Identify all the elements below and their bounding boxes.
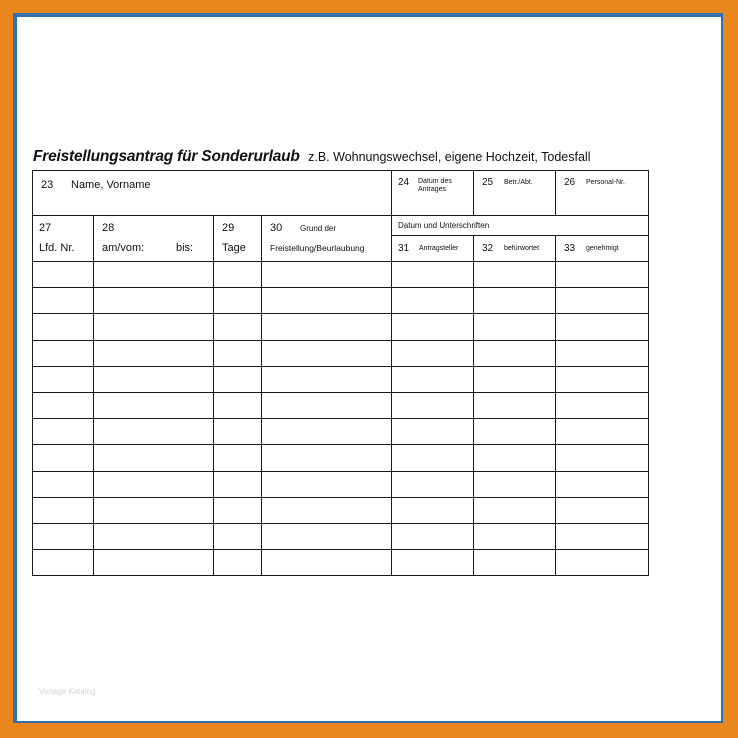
table-row — [33, 262, 649, 288]
form-cell[interactable] — [33, 445, 94, 472]
form-cell[interactable] — [392, 314, 474, 341]
table-row — [33, 472, 649, 498]
form-cell[interactable] — [33, 498, 94, 524]
form-cell[interactable] — [33, 419, 94, 445]
form-cell[interactable] — [474, 288, 556, 314]
field-number: 29 — [222, 222, 235, 234]
form-cell[interactable] — [33, 550, 94, 576]
form-cell[interactable] — [392, 262, 474, 288]
table-row — [33, 367, 649, 393]
table-row — [33, 498, 649, 524]
form-cell[interactable] — [33, 288, 94, 314]
field-number: 26 — [564, 177, 576, 188]
form-cell[interactable] — [214, 498, 262, 524]
form-cell[interactable] — [214, 445, 262, 472]
form-cell[interactable] — [214, 288, 262, 314]
form-cell[interactable] — [262, 288, 392, 314]
form-cell[interactable] — [94, 341, 214, 367]
form-cell[interactable] — [556, 498, 649, 524]
form-cell[interactable] — [392, 393, 474, 419]
field-label: Lfd. Nr. — [39, 242, 75, 254]
field-label: Datum und Unterschriften — [398, 221, 490, 230]
form-cell[interactable] — [33, 524, 94, 550]
form-cell[interactable] — [33, 393, 94, 419]
form-cell[interactable] — [262, 472, 392, 498]
header-row-1 — [33, 171, 649, 216]
field-label: Datum des Antrages — [418, 178, 452, 193]
form-cell[interactable] — [94, 262, 214, 288]
table-row — [33, 445, 649, 472]
form-cell[interactable] — [214, 367, 262, 393]
form-cell[interactable] — [94, 314, 214, 341]
form-cell[interactable] — [556, 341, 649, 367]
form-cell[interactable] — [556, 419, 649, 445]
form-cell[interactable] — [94, 472, 214, 498]
title-main: Freistellungsantrag für Sonderurlaub — [33, 148, 300, 165]
form-cell[interactable] — [262, 445, 392, 472]
form-cell[interactable] — [474, 393, 556, 419]
row-number-header — [33, 216, 94, 262]
table-row — [33, 341, 649, 367]
reason-header — [262, 216, 392, 262]
form-cell[interactable] — [262, 367, 392, 393]
field-label: Freistellung/Beurlaubung — [270, 243, 365, 253]
form-cell[interactable] — [262, 314, 392, 341]
form-cell[interactable] — [392, 288, 474, 314]
field-number: 33 — [564, 243, 576, 254]
field-number: 23 — [41, 179, 54, 191]
field-number: 32 — [482, 243, 494, 254]
form-cell[interactable] — [474, 550, 556, 576]
table-row — [33, 550, 649, 576]
form-cell[interactable] — [214, 550, 262, 576]
field-number: 28 — [102, 222, 115, 234]
header-row-2 — [33, 216, 649, 236]
form-cell[interactable] — [392, 472, 474, 498]
table-row — [33, 393, 649, 419]
to-label: bis: — [176, 242, 194, 254]
form-cell[interactable] — [94, 367, 214, 393]
form-cell[interactable] — [474, 314, 556, 341]
name-field[interactable] — [33, 171, 392, 216]
form-cell[interactable] — [474, 367, 556, 393]
table-row — [33, 419, 649, 445]
form-cell[interactable] — [33, 262, 94, 288]
form-cell[interactable] — [474, 524, 556, 550]
field-label: Tage — [222, 242, 246, 254]
table-row — [33, 524, 649, 550]
form-cell[interactable] — [556, 288, 649, 314]
date-range-header — [94, 216, 214, 262]
form-cell[interactable] — [392, 419, 474, 445]
date-of-request-field[interactable] — [392, 171, 474, 216]
form-cell[interactable] — [392, 550, 474, 576]
form-cell[interactable] — [94, 498, 214, 524]
form-cell[interactable] — [556, 445, 649, 472]
field-number: 25 — [482, 177, 494, 188]
department-field[interactable] — [474, 171, 556, 216]
field-label: Personal-Nr. — [586, 179, 625, 186]
form-cell[interactable] — [392, 524, 474, 550]
form-cell[interactable] — [214, 419, 262, 445]
form-cell[interactable] — [474, 262, 556, 288]
form-page — [17, 17, 721, 721]
form-cell[interactable] — [556, 393, 649, 419]
endorsed-signature-header — [474, 236, 556, 262]
watermark-text: Vorlage Katalog — [39, 687, 96, 696]
field-label: Name, Vorname — [71, 179, 151, 191]
form-cell[interactable] — [214, 341, 262, 367]
form-cell[interactable] — [94, 419, 214, 445]
form-cell[interactable] — [262, 419, 392, 445]
form-cell[interactable] — [33, 314, 94, 341]
form-cell[interactable] — [214, 393, 262, 419]
form-cell[interactable] — [94, 550, 214, 576]
form-cell[interactable] — [556, 550, 649, 576]
form-cell[interactable] — [94, 393, 214, 419]
approved-signature-header — [556, 236, 649, 262]
form-cell[interactable] — [214, 314, 262, 341]
form-cell[interactable] — [262, 524, 392, 550]
form-cell[interactable] — [214, 262, 262, 288]
table-row — [33, 314, 649, 341]
field-number: 30 — [270, 222, 283, 234]
form-cell[interactable] — [556, 524, 649, 550]
form-cell[interactable] — [33, 472, 94, 498]
form-cell[interactable] — [392, 445, 474, 472]
form-cell[interactable] — [33, 341, 94, 367]
field-label: befürwortet — [504, 245, 540, 252]
leave-request-table — [32, 170, 649, 576]
form-cell[interactable] — [33, 367, 94, 393]
form-cell[interactable] — [392, 341, 474, 367]
title-subtitle: z.B. Wohnungswechsel, eigene Hochzeit, Todesfall — [308, 150, 591, 164]
field-label: Betr./Abt. — [504, 179, 533, 186]
field-label: Antragsteller — [419, 245, 459, 252]
form-cell[interactable] — [556, 472, 649, 498]
days-header — [214, 216, 262, 262]
field-label: Grund der — [300, 224, 337, 233]
form-cell[interactable] — [556, 367, 649, 393]
applicant-signature-header — [392, 236, 474, 262]
form-cell[interactable] — [474, 419, 556, 445]
field-number: 24 — [398, 177, 410, 188]
form-cell[interactable] — [94, 445, 214, 472]
field-number: 27 — [39, 222, 52, 234]
form-cell[interactable] — [474, 498, 556, 524]
form-cell[interactable] — [262, 498, 392, 524]
field-label: genehmigt — [586, 245, 619, 252]
form-cell[interactable] — [474, 341, 556, 367]
form-cell[interactable] — [474, 472, 556, 498]
form-cell[interactable] — [94, 524, 214, 550]
form-cell[interactable] — [262, 393, 392, 419]
form-cell[interactable] — [262, 341, 392, 367]
form-cell[interactable] — [94, 288, 214, 314]
from-label: am/vom: — [102, 242, 145, 254]
form-cell[interactable] — [392, 498, 474, 524]
form-cell[interactable] — [214, 524, 262, 550]
form-cell[interactable] — [214, 472, 262, 498]
table-row — [33, 288, 649, 314]
field-number: 31 — [398, 243, 410, 254]
form-cell[interactable] — [556, 262, 649, 288]
form-cell[interactable] — [262, 262, 392, 288]
form-title — [33, 148, 590, 166]
form-cell[interactable] — [556, 314, 649, 341]
form-cell[interactable] — [474, 445, 556, 472]
form-cell[interactable] — [392, 367, 474, 393]
form-cell[interactable] — [262, 550, 392, 576]
personnel-number-field[interactable] — [556, 171, 649, 216]
signatures-header — [392, 216, 649, 236]
